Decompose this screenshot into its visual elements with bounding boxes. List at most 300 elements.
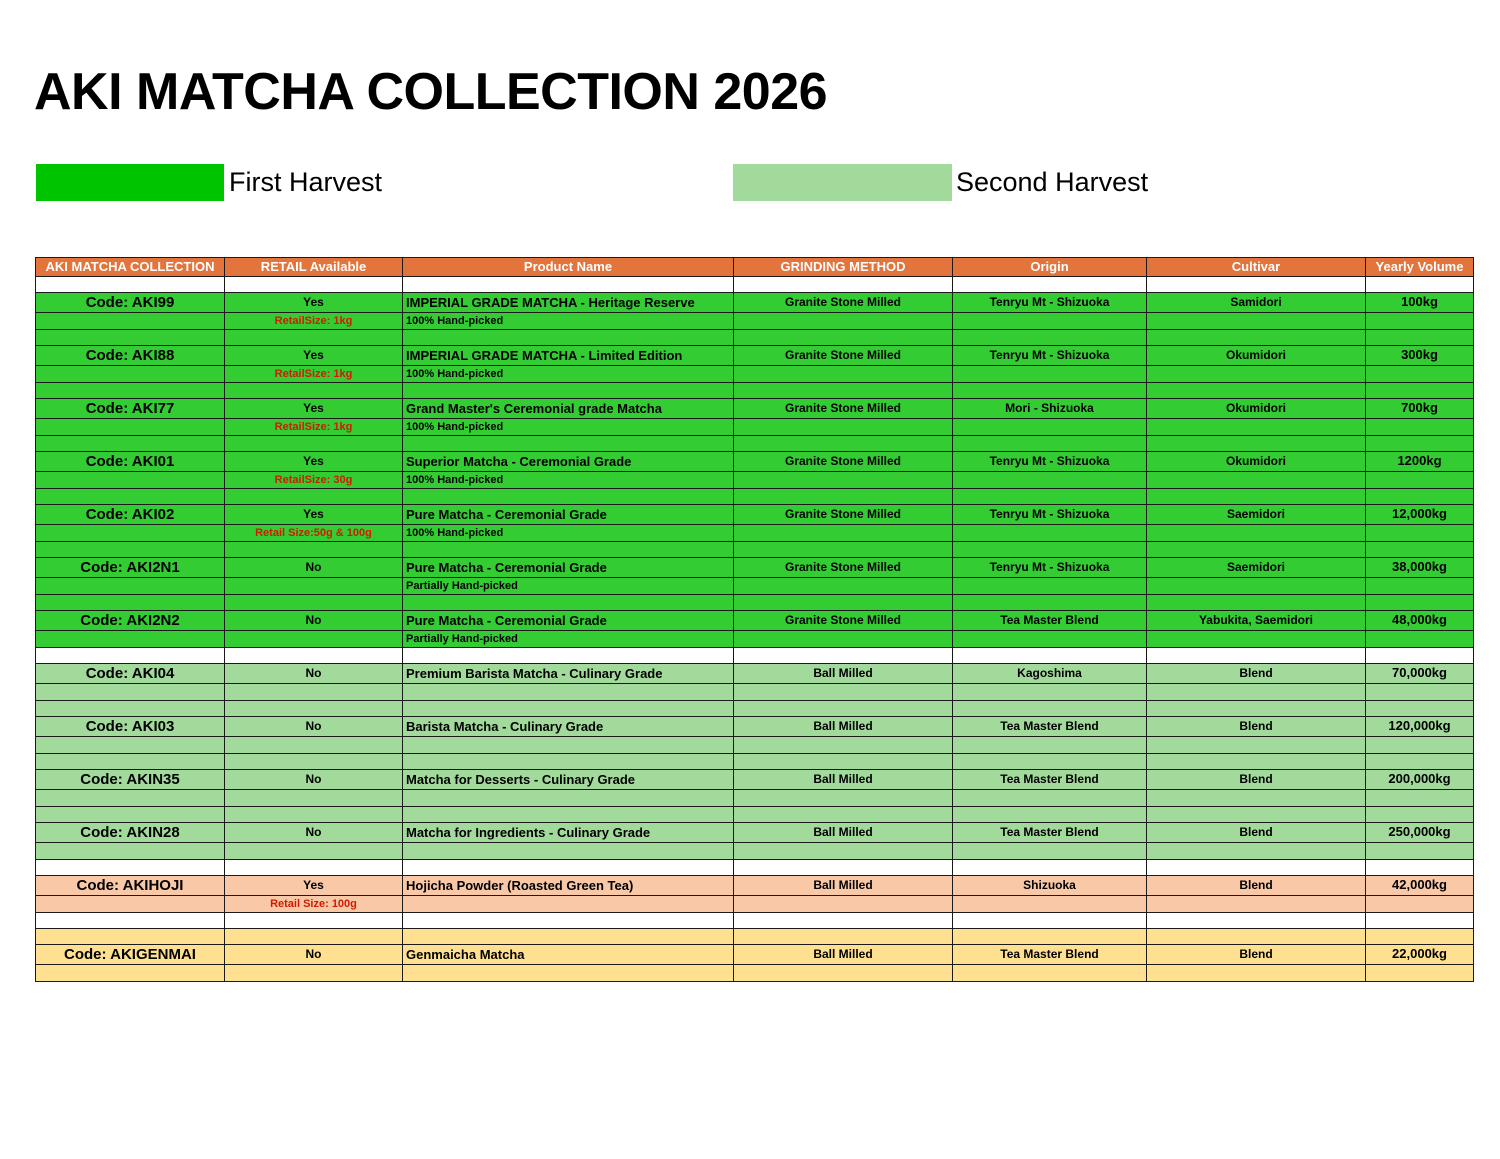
table-header-row bbox=[36, 258, 1474, 277]
empty-cell bbox=[36, 754, 225, 770]
empty-cell bbox=[1366, 542, 1474, 558]
grinding-method: Granite Stone Milled bbox=[734, 611, 953, 631]
empty-cell bbox=[734, 436, 953, 452]
empty-cell bbox=[1147, 929, 1366, 945]
empty-cell bbox=[225, 701, 403, 717]
yearly-volume: 12,000kg bbox=[1366, 505, 1474, 525]
empty-cell bbox=[1366, 366, 1474, 383]
retail-size bbox=[225, 965, 403, 982]
picking-note: 100% Hand-picked bbox=[403, 366, 734, 383]
product-row bbox=[36, 346, 1474, 366]
empty-cell bbox=[36, 472, 225, 489]
grinding-method: Ball Milled bbox=[734, 770, 953, 790]
cultivar: Samidori bbox=[1147, 293, 1366, 313]
empty-cell bbox=[225, 913, 403, 929]
retail-available: No bbox=[225, 558, 403, 578]
empty-cell bbox=[953, 366, 1147, 383]
empty-cell bbox=[1366, 383, 1474, 399]
empty-cell bbox=[1366, 843, 1474, 860]
product-row bbox=[36, 823, 1474, 843]
product-detail-row bbox=[36, 790, 1474, 807]
empty-cell bbox=[36, 631, 225, 648]
empty-cell bbox=[734, 913, 953, 929]
empty-cell bbox=[1366, 313, 1474, 330]
empty-cell bbox=[225, 860, 403, 876]
empty-cell bbox=[1147, 525, 1366, 542]
spacer-row bbox=[36, 595, 1474, 611]
empty-cell bbox=[36, 790, 225, 807]
origin: Tea Master Blend bbox=[953, 823, 1147, 843]
retail-size: RetailSize: 1kg bbox=[225, 419, 403, 436]
empty-cell bbox=[1147, 595, 1366, 611]
empty-cell bbox=[953, 472, 1147, 489]
picking-note: Partially Hand-picked bbox=[403, 578, 734, 595]
empty-cell bbox=[734, 366, 953, 383]
separator-row bbox=[36, 860, 1474, 876]
product-detail-row bbox=[36, 419, 1474, 436]
product-code: Code: AKIN35 bbox=[36, 770, 225, 790]
empty-cell bbox=[734, 790, 953, 807]
empty-cell bbox=[953, 807, 1147, 823]
empty-cell bbox=[734, 472, 953, 489]
picking-note: 100% Hand-picked bbox=[403, 313, 734, 330]
product-name: IMPERIAL GRADE MATCHA - Limited Edition bbox=[403, 346, 734, 366]
yearly-volume: 22,000kg bbox=[1366, 945, 1474, 965]
product-detail-row bbox=[36, 525, 1474, 542]
cultivar: Blend bbox=[1147, 664, 1366, 684]
retail-size: RetailSize: 30g bbox=[225, 472, 403, 489]
product-name: Genmaicha Matcha bbox=[403, 945, 734, 965]
product-name: Pure Matcha - Ceremonial Grade bbox=[403, 558, 734, 578]
origin: Kagoshima bbox=[953, 664, 1147, 684]
spacer-row bbox=[36, 383, 1474, 399]
picking-note bbox=[403, 843, 734, 860]
empty-cell bbox=[36, 648, 225, 664]
empty-cell bbox=[36, 542, 225, 558]
empty-cell bbox=[1147, 913, 1366, 929]
product-name: Barista Matcha - Culinary Grade bbox=[403, 717, 734, 737]
origin: Mori - Shizuoka bbox=[953, 399, 1147, 419]
product-row bbox=[36, 611, 1474, 631]
empty-cell bbox=[1147, 277, 1366, 293]
empty-cell bbox=[36, 843, 225, 860]
product-detail-row bbox=[36, 843, 1474, 860]
empty-cell bbox=[36, 330, 225, 346]
empty-cell bbox=[1366, 929, 1474, 945]
empty-cell bbox=[1366, 896, 1474, 913]
yearly-volume: 120,000kg bbox=[1366, 717, 1474, 737]
empty-cell bbox=[734, 595, 953, 611]
product-code: Code: AKIN28 bbox=[36, 823, 225, 843]
empty-cell bbox=[1366, 578, 1474, 595]
empty-cell bbox=[36, 277, 225, 293]
empty-cell bbox=[36, 684, 225, 701]
empty-cell bbox=[953, 896, 1147, 913]
empty-cell bbox=[953, 790, 1147, 807]
empty-cell bbox=[36, 929, 225, 945]
yearly-volume: 700kg bbox=[1366, 399, 1474, 419]
empty-cell bbox=[734, 860, 953, 876]
product-row bbox=[36, 293, 1474, 313]
product-row bbox=[36, 558, 1474, 578]
empty-cell bbox=[953, 277, 1147, 293]
empty-cell bbox=[734, 419, 953, 436]
product-row bbox=[36, 770, 1474, 790]
empty-cell bbox=[225, 542, 403, 558]
empty-cell bbox=[734, 843, 953, 860]
empty-cell bbox=[1366, 525, 1474, 542]
product-code: Code: AKIGENMAI bbox=[36, 945, 225, 965]
empty-cell bbox=[36, 419, 225, 436]
empty-cell bbox=[734, 754, 953, 770]
retail-available: Yes bbox=[225, 876, 403, 896]
retail-available: Yes bbox=[225, 293, 403, 313]
retail-available: No bbox=[225, 770, 403, 790]
header-cultivar: Cultivar bbox=[1147, 258, 1366, 277]
empty-cell bbox=[1147, 807, 1366, 823]
empty-cell bbox=[403, 754, 734, 770]
product-name: Hojicha Powder (Roasted Green Tea) bbox=[403, 876, 734, 896]
product-code: Code: AKI04 bbox=[36, 664, 225, 684]
retail-size: RetailSize: 1kg bbox=[225, 313, 403, 330]
cultivar: Yabukita, Saemidori bbox=[1147, 611, 1366, 631]
cultivar: Blend bbox=[1147, 876, 1366, 896]
empty-cell bbox=[1366, 595, 1474, 611]
empty-cell bbox=[1366, 436, 1474, 452]
picking-note bbox=[403, 737, 734, 754]
empty-cell bbox=[1366, 330, 1474, 346]
header-origin: Origin bbox=[953, 258, 1147, 277]
origin: Tenryu Mt - Shizuoka bbox=[953, 505, 1147, 525]
retail-available: No bbox=[225, 611, 403, 631]
empty-cell bbox=[734, 489, 953, 505]
empty-cell bbox=[953, 578, 1147, 595]
empty-cell bbox=[36, 489, 225, 505]
empty-cell bbox=[1366, 648, 1474, 664]
separator-row bbox=[36, 913, 1474, 929]
origin: Tenryu Mt - Shizuoka bbox=[953, 346, 1147, 366]
grinding-method: Ball Milled bbox=[734, 823, 953, 843]
empty-cell bbox=[1147, 436, 1366, 452]
empty-cell bbox=[1366, 965, 1474, 982]
product-name: Grand Master's Ceremonial grade Matcha bbox=[403, 399, 734, 419]
empty-cell bbox=[953, 684, 1147, 701]
product-code: Code: AKI2N1 bbox=[36, 558, 225, 578]
empty-cell bbox=[734, 542, 953, 558]
empty-cell bbox=[1147, 383, 1366, 399]
empty-cell bbox=[953, 648, 1147, 664]
product-code: Code: AKI77 bbox=[36, 399, 225, 419]
empty-cell bbox=[403, 648, 734, 664]
empty-cell bbox=[403, 913, 734, 929]
spacer-row bbox=[36, 929, 1474, 945]
empty-cell bbox=[403, 701, 734, 717]
empty-cell bbox=[225, 929, 403, 945]
spacer-row bbox=[36, 701, 1474, 717]
spacer-row bbox=[36, 542, 1474, 558]
picking-note bbox=[403, 896, 734, 913]
empty-cell bbox=[36, 436, 225, 452]
empty-cell bbox=[1147, 631, 1366, 648]
product-name: Pure Matcha - Ceremonial Grade bbox=[403, 611, 734, 631]
picking-note: 100% Hand-picked bbox=[403, 472, 734, 489]
empty-cell bbox=[1366, 701, 1474, 717]
empty-cell bbox=[225, 807, 403, 823]
product-name: Pure Matcha - Ceremonial Grade bbox=[403, 505, 734, 525]
retail-size: Retail Size: 100g bbox=[225, 896, 403, 913]
retail-available: Yes bbox=[225, 505, 403, 525]
origin: Tenryu Mt - Shizuoka bbox=[953, 293, 1147, 313]
product-detail-row bbox=[36, 896, 1474, 913]
yearly-volume: 300kg bbox=[1366, 346, 1474, 366]
cultivar: Blend bbox=[1147, 823, 1366, 843]
header-volume: Yearly Volume bbox=[1366, 258, 1474, 277]
origin: Tea Master Blend bbox=[953, 611, 1147, 631]
empty-cell bbox=[734, 525, 953, 542]
product-detail-row bbox=[36, 631, 1474, 648]
empty-cell bbox=[953, 542, 1147, 558]
empty-cell bbox=[1147, 578, 1366, 595]
product-row bbox=[36, 399, 1474, 419]
empty-cell bbox=[1147, 684, 1366, 701]
empty-cell bbox=[734, 701, 953, 717]
product-detail-row bbox=[36, 366, 1474, 383]
product-name: Matcha for Ingredients - Culinary Grade bbox=[403, 823, 734, 843]
empty-cell bbox=[225, 648, 403, 664]
empty-cell bbox=[1147, 366, 1366, 383]
grinding-method: Granite Stone Milled bbox=[734, 505, 953, 525]
cultivar: Okumidori bbox=[1147, 346, 1366, 366]
picking-note: 100% Hand-picked bbox=[403, 525, 734, 542]
grinding-method: Ball Milled bbox=[734, 876, 953, 896]
product-detail-row bbox=[36, 578, 1474, 595]
empty-cell bbox=[1147, 542, 1366, 558]
cultivar: Okumidori bbox=[1147, 399, 1366, 419]
origin: Tea Master Blend bbox=[953, 770, 1147, 790]
retail-available: Yes bbox=[225, 452, 403, 472]
product-detail-row bbox=[36, 737, 1474, 754]
empty-cell bbox=[953, 419, 1147, 436]
empty-cell bbox=[36, 578, 225, 595]
empty-cell bbox=[1147, 313, 1366, 330]
empty-cell bbox=[1366, 277, 1474, 293]
grinding-method: Granite Stone Milled bbox=[734, 346, 953, 366]
grinding-method: Granite Stone Milled bbox=[734, 293, 953, 313]
retail-available: Yes bbox=[225, 346, 403, 366]
yearly-volume: 100kg bbox=[1366, 293, 1474, 313]
empty-cell bbox=[403, 383, 734, 399]
empty-cell bbox=[953, 631, 1147, 648]
empty-cell bbox=[1366, 631, 1474, 648]
product-row bbox=[36, 717, 1474, 737]
header-collection: AKI MATCHA COLLECTION bbox=[36, 258, 225, 277]
yearly-volume: 48,000kg bbox=[1366, 611, 1474, 631]
empty-cell bbox=[734, 684, 953, 701]
retail-size bbox=[225, 578, 403, 595]
retail-available: Yes bbox=[225, 399, 403, 419]
empty-cell bbox=[953, 436, 1147, 452]
empty-cell bbox=[1366, 807, 1474, 823]
empty-cell bbox=[1147, 701, 1366, 717]
empty-cell bbox=[1147, 754, 1366, 770]
empty-cell bbox=[1147, 965, 1366, 982]
picking-note: 100% Hand-picked bbox=[403, 419, 734, 436]
spacer-row bbox=[36, 807, 1474, 823]
product-code: Code: AKI02 bbox=[36, 505, 225, 525]
empty-cell bbox=[1366, 790, 1474, 807]
empty-cell bbox=[734, 277, 953, 293]
empty-cell bbox=[734, 648, 953, 664]
empty-cell bbox=[734, 737, 953, 754]
empty-cell bbox=[953, 860, 1147, 876]
empty-cell bbox=[734, 578, 953, 595]
retail-size bbox=[225, 737, 403, 754]
empty-cell bbox=[953, 965, 1147, 982]
product-code: Code: AKI03 bbox=[36, 717, 225, 737]
empty-cell bbox=[1366, 489, 1474, 505]
empty-cell bbox=[225, 436, 403, 452]
spacer-row bbox=[36, 489, 1474, 505]
retail-size bbox=[225, 631, 403, 648]
yearly-volume: 70,000kg bbox=[1366, 664, 1474, 684]
picking-note bbox=[403, 790, 734, 807]
empty-cell bbox=[734, 313, 953, 330]
empty-cell bbox=[1366, 419, 1474, 436]
product-name: Premium Barista Matcha - Culinary Grade bbox=[403, 664, 734, 684]
empty-cell bbox=[1147, 790, 1366, 807]
empty-cell bbox=[953, 737, 1147, 754]
product-code: Code: AKI01 bbox=[36, 452, 225, 472]
empty-cell bbox=[1366, 913, 1474, 929]
empty-cell bbox=[1147, 648, 1366, 664]
empty-cell bbox=[953, 913, 1147, 929]
retail-available: No bbox=[225, 823, 403, 843]
picking-note bbox=[403, 684, 734, 701]
first-harvest-label: First Harvest bbox=[229, 167, 383, 197]
origin: Tenryu Mt - Shizuoka bbox=[953, 452, 1147, 472]
empty-cell bbox=[1147, 472, 1366, 489]
empty-cell bbox=[734, 965, 953, 982]
yearly-volume: 42,000kg bbox=[1366, 876, 1474, 896]
empty-cell bbox=[1147, 489, 1366, 505]
empty-cell bbox=[36, 383, 225, 399]
separator-row bbox=[36, 648, 1474, 664]
product-name: Superior Matcha - Ceremonial Grade bbox=[403, 452, 734, 472]
retail-size: RetailSize: 1kg bbox=[225, 366, 403, 383]
empty-cell bbox=[1366, 860, 1474, 876]
empty-cell bbox=[403, 277, 734, 293]
empty-cell bbox=[403, 330, 734, 346]
product-detail-row bbox=[36, 965, 1474, 982]
page-title: AKI MATCHA COLLECTION 2026 bbox=[34, 63, 828, 121]
yearly-volume: 1200kg bbox=[1366, 452, 1474, 472]
empty-cell bbox=[734, 330, 953, 346]
grinding-method: Granite Stone Milled bbox=[734, 399, 953, 419]
empty-cell bbox=[403, 436, 734, 452]
empty-cell bbox=[225, 383, 403, 399]
empty-cell bbox=[225, 754, 403, 770]
empty-cell bbox=[1147, 330, 1366, 346]
retail-available: No bbox=[225, 717, 403, 737]
empty-cell bbox=[1147, 860, 1366, 876]
empty-cell bbox=[953, 595, 1147, 611]
empty-cell bbox=[36, 807, 225, 823]
origin: Tea Master Blend bbox=[953, 945, 1147, 965]
retail-size bbox=[225, 790, 403, 807]
retail-size bbox=[225, 843, 403, 860]
header-grinding: GRINDING METHOD bbox=[734, 258, 953, 277]
empty-cell bbox=[1366, 684, 1474, 701]
empty-cell bbox=[403, 929, 734, 945]
empty-cell bbox=[36, 366, 225, 383]
product-table bbox=[35, 257, 1474, 982]
product-code: Code: AKI2N2 bbox=[36, 611, 225, 631]
empty-cell bbox=[1366, 737, 1474, 754]
cultivar: Saemidori bbox=[1147, 558, 1366, 578]
empty-cell bbox=[36, 595, 225, 611]
retail-available: No bbox=[225, 945, 403, 965]
product-row bbox=[36, 945, 1474, 965]
header-retail: RETAIL Available bbox=[225, 258, 403, 277]
empty-cell bbox=[1366, 754, 1474, 770]
empty-cell bbox=[36, 701, 225, 717]
product-detail-row bbox=[36, 684, 1474, 701]
product-code: Code: AKI88 bbox=[36, 346, 225, 366]
empty-cell bbox=[734, 383, 953, 399]
cultivar: Blend bbox=[1147, 770, 1366, 790]
grinding-method: Granite Stone Milled bbox=[734, 558, 953, 578]
empty-cell bbox=[225, 595, 403, 611]
empty-cell bbox=[36, 896, 225, 913]
empty-cell bbox=[36, 965, 225, 982]
yearly-volume: 38,000kg bbox=[1366, 558, 1474, 578]
empty-cell bbox=[1147, 419, 1366, 436]
empty-cell bbox=[953, 701, 1147, 717]
cultivar: Blend bbox=[1147, 717, 1366, 737]
retail-size: Retail Size:50g & 100g bbox=[225, 525, 403, 542]
spacer-row bbox=[36, 330, 1474, 346]
spacer-row bbox=[36, 277, 1474, 293]
product-code: Code: AKI99 bbox=[36, 293, 225, 313]
retail-available: No bbox=[225, 664, 403, 684]
spacer-row bbox=[36, 754, 1474, 770]
empty-cell bbox=[734, 631, 953, 648]
header-product-name: Product Name bbox=[403, 258, 734, 277]
origin: Tea Master Blend bbox=[953, 717, 1147, 737]
empty-cell bbox=[734, 896, 953, 913]
picking-note bbox=[403, 965, 734, 982]
empty-cell bbox=[403, 542, 734, 558]
yearly-volume: 250,000kg bbox=[1366, 823, 1474, 843]
cultivar: Saemidori bbox=[1147, 505, 1366, 525]
picking-note: Partially Hand-picked bbox=[403, 631, 734, 648]
empty-cell bbox=[1147, 737, 1366, 754]
product-row bbox=[36, 452, 1474, 472]
empty-cell bbox=[734, 807, 953, 823]
empty-cell bbox=[403, 489, 734, 505]
empty-cell bbox=[953, 330, 1147, 346]
origin: Tenryu Mt - Shizuoka bbox=[953, 558, 1147, 578]
empty-cell bbox=[953, 843, 1147, 860]
product-code: Code: AKIHOJI bbox=[36, 876, 225, 896]
product-row bbox=[36, 664, 1474, 684]
grinding-method: Ball Milled bbox=[734, 717, 953, 737]
product-name: Matcha for Desserts - Culinary Grade bbox=[403, 770, 734, 790]
origin: Shizuoka bbox=[953, 876, 1147, 896]
spacer-row bbox=[36, 436, 1474, 452]
empty-cell bbox=[36, 860, 225, 876]
grinding-method: Ball Milled bbox=[734, 664, 953, 684]
